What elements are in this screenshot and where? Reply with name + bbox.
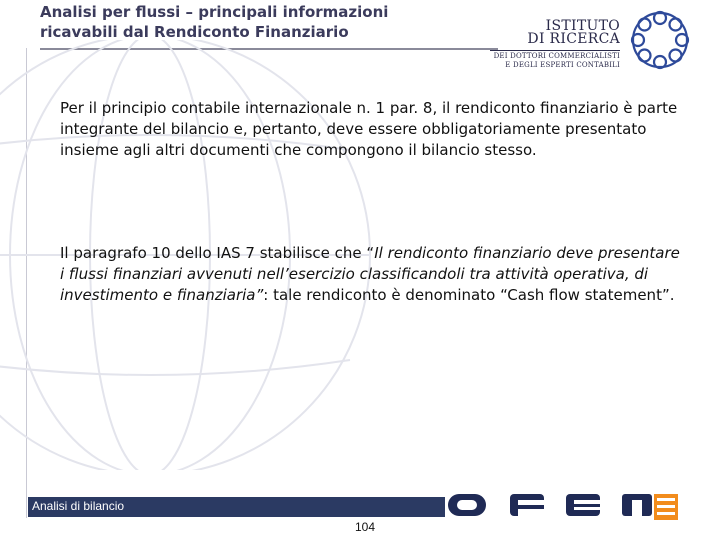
open-brand-logo-icon xyxy=(448,490,684,522)
paragraph-ias7-tail: : tale rendiconto è denominato “Cash flow statement”. xyxy=(263,286,675,304)
institute-logo-line1: ISTITUTO xyxy=(545,18,620,34)
paragraph-ias7-quote: Il rendiconto finanziario deve presentare i flussi finanziari avvenuti nell’esercizio classificandoli tra attività operativa, di investimento e finanziaria” xyxy=(60,244,680,304)
slide-title xyxy=(40,2,510,42)
institute-logo-name xyxy=(527,20,620,46)
slide-title-line1: Analisi per flussi – principali informazioni xyxy=(40,3,389,21)
slide-title-line2: ricavabili dal Rendiconto Finanziario xyxy=(40,23,349,41)
paragraph-ias1: Per il principio contabile internazionale n. 1 par. 8, il rendiconto finanziario è parte integrante del bilancio e, pertanto, deve essere obbligatoriamente presentato insieme agli altri documenti che compongono il bilancio stesso. xyxy=(60,99,678,159)
institute-logo-sub1: DEI DOTTORI COMMERCIALISTI xyxy=(493,52,620,60)
paragraph-ias7 xyxy=(60,243,680,306)
institute-logo xyxy=(493,8,698,70)
paragraph-ias7-intro: Il paragrafo 10 dello IAS 7 stabilisce che “ xyxy=(60,244,375,262)
page-number: 104 xyxy=(354,520,376,534)
ring-of-circles-emblem-icon xyxy=(628,8,692,72)
institute-logo-subtitle xyxy=(490,50,620,70)
footer-label: Analisi di bilancio xyxy=(32,499,125,513)
institute-logo-line2: DI RICERCA xyxy=(527,31,620,47)
institute-logo-sub2: E DEGLI ESPERTI CONTABILI xyxy=(505,61,620,69)
